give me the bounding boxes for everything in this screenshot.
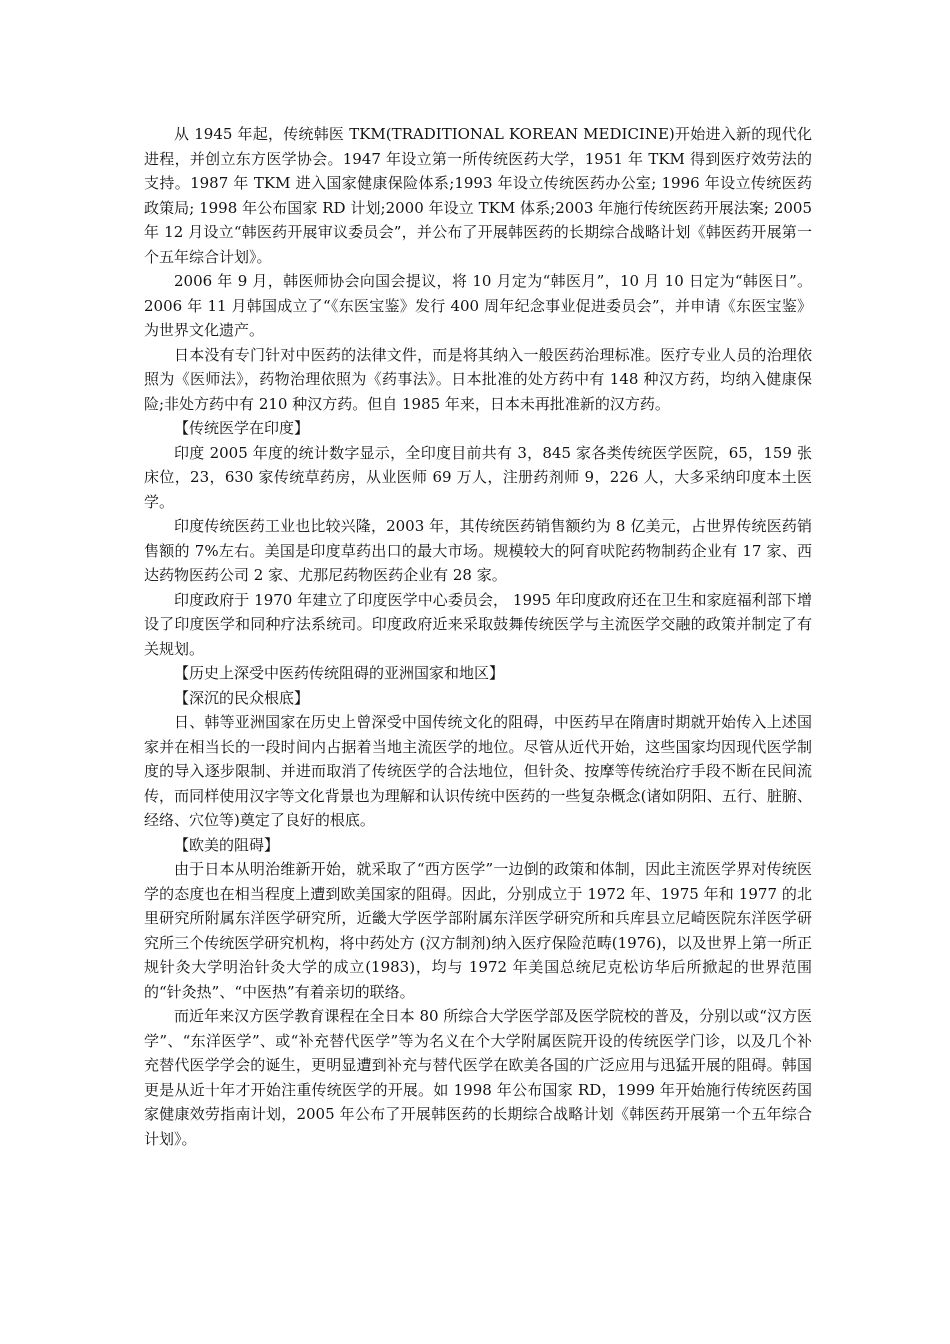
section-heading-india: 【传统医学在印度】 (174, 419, 310, 437)
section-heading-roots: 【深沉的民众根底】 (174, 688, 310, 707)
section-heading-west: 【欧美的阻碍】 (174, 835, 280, 854)
paragraph-japan-recent: 而近年来汉方医学教育课程在全日本 80 所综合大学医学部及医学院校的普及，分别以或“汉方医学”、“东洋医学”、或“补充替代医学”等为名义在个大学附属医院开设的传统医学门诊，以及几个补充替代医学学会的诞生，更明显遭到补充与替代医学在欧美各国的广泛应用与迅猛开展的阻碍。韩国更是从近十年才开始注重传统医学的开展。如 1998 年公布国家 RD，1999 年开始施行传统医药国家健康效劳指南计划，2005 年公布了开展韩医药的长期综合战略计划《韩医药开展第一个五年综合计划》。 (144, 1007, 812, 1148)
paragraph-india-policy: 印度政府于 1970 年建立了印度医学中心委员会， 1995 年印度政府还在卫生和家庭福利部下增设了印度医学和同种疗法系统司。印度政府近来采取鼓舞传统医学与主流医学交融的政策并制定了有关规划。 (144, 590, 812, 658)
paragraph-korea-history: 从 1945 年起，传统韩医 TKM(TRADITIONAL KOREAN MEDICINE)开始进入新的现代化进程，并创立东方医学协会。1947 年设立第一所传统医药大学，1951 年 TKM 得到医疗效劳法的支持。1987 年 TKM 进入国家健康保险体系;1993 年设立传统医药办公室; 1996 年设立传统医药政策局; 1998 年公布国家 RD 计划;2000 年设立 TKM 体系;2003 年施行传统医药开展法案; 2005 年 12 月设立“韩医药开展审议委员会”，并公布了开展韩医药的长期综合战略计划《韩医药开展第一个五年综合计划》。 (144, 125, 812, 266)
paragraph-india-statistics: 印度 2005 年度的统计数字显示，全印度目前共有 3，845 家各类传统医学医院，65，159 张床位，23，630 家传统草药房，从业医师 69 万人，注册药剂师 9，226 人，大多采纳印度本土医学。 (144, 443, 812, 511)
paragraph-japan-law: 日本没有专门针对中医药的法律文件，而是将其纳入一般医药治理标准。医疗专业人员的治理依照为《医师法》，药物治理依照为《药事法》。日本批准的处方药中有 148 种汉方药，均纳入健康保险;非处方药中有 210 种汉方药。但自 1985 年来，日本未再批准新的汉方药。 (144, 345, 812, 413)
paragraph-japan-meiji: 由于日本从明治维新开始，就采取了“西方医学”一边倒的政策和体制，因此主流医学界对传统医学的态度也在相当程度上遭到欧美国家的阻碍。因此，分别成立于 1972 年、1975 年和 1977 的北里研究所附属东洋医学研究所，近畿大学医学部附属东洋医学研究所和兵库县立尼崎医院东洋医学研究所三个传统医学研究机构，将中药处方 (汉方制剂)纳入医疗保险范畴(1976)，以及世界上第一所正规针灸大学明治针灸大学的成立(1983)，均与 1972 年美国总统尼克松访华后所掀起的世界范围的“针灸热”、“中医热”有着亲切的联络。 (144, 860, 812, 1001)
paragraph-asia-roots: 日、韩等亚洲国家在历史上曾深受中国传统文化的阻碍，中医药早在隋唐时期就开始传入上述国家并在相当长的一段时间内占据着当地主流医学的地位。尽管从近代开始，这些国家均因现代医学制度的导入逐步限制、并进而取消了传统医学的合法地位，但针灸、按摩等传统治疗手段不断在民间流传，而同样使用汉字等文化背景也为理解和认识传统中医药的一些复杂概念(诸如阴阳、五行、脏腑、经络、穴位等)奠定了良好的根底。 (144, 713, 812, 829)
paragraph-korea-2006: 2006 年 9 月，韩医师协会向国会提议，将 10 月定为“韩医月”，10 月 10 日定为“韩医日”。2006 年 11 月韩国成立了“《东医宝鉴》发行 400 周年纪念事业促进委员会”，并申请《东医宝鉴》为世界文化遗产。 (144, 272, 812, 339)
paragraph-india-industry: 印度传统医药工业也比较兴隆，2003 年，其传统医药销售额约为 8 亿美元，占世界传统医药销售额的 7%左右。美国是印度草药出口的最大市场。规模较大的阿育吠陀药物制药企业有 17 家、西达药物医药公司 2 家、尤那尼药物医药企业有 28 家。 (144, 517, 812, 584)
section-heading-asia: 【历史上深受中医药传统阻碍的亚洲国家和地区】 (174, 664, 505, 682)
document-page (144, 122, 812, 1151)
